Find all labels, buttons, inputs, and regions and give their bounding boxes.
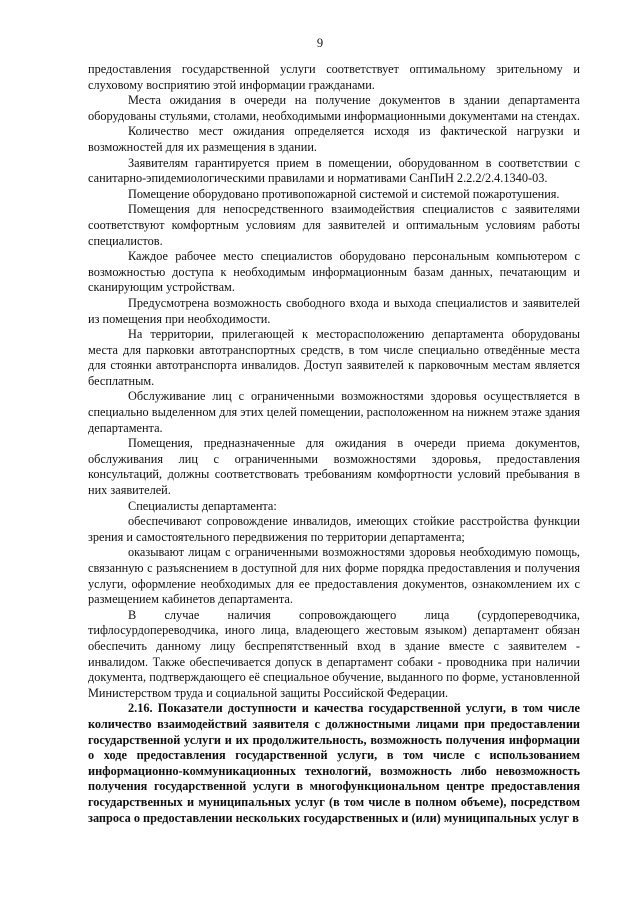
paragraph-7: Каждое рабочее место специалистов оборудовано персональным компьютером с возможностью доступа к необходимым информационным базам данных, печатающим и сканирующим устройствам. (88, 249, 580, 295)
section-2-16-heading: 2.16. Показатели доступности и качества государственной услуги, в том числе количество взаимодействий заявителя с должностными лицами при предоставлении государственной услуги и их продолжительность, возможность получения информации о ходе предоставления государственной услуги, в том числе с использованием информационно-коммуникационных технологий, возможность либо невозможность получения государственной услуги в многофункциональном центре предоставления государственных и муниципальных услуг (в том числе в полном объеме), посредством запроса о предоставлении нескольких государственных и (или) муниципальных услуг в (88, 701, 580, 825)
paragraph-5: Помещение оборудовано противопожарной системой и системой пожаротушения. (128, 186, 560, 201)
paragraph-3: Количество мест ожидания определяется исходя из фактической нагрузки и возможностей для их размещения в здании. (88, 124, 580, 154)
paragraph-1: предоставления государственной услуги соответствует оптимальному зрительному и слуховому восприятию этой информации гражданами. (88, 62, 580, 92)
paragraph-8: Предусмотрена возможность свободного входа и выхода специалистов и заявителей из помещения при необходимости. (88, 295, 580, 326)
paragraph-12: Специалисты департамента: (128, 498, 277, 513)
paragraph-10: Обслуживание лиц с ограниченными возможностями здоровья осуществляется в специально выделенном для этих целей помещении, расположенном на нижнем этаже здания департамента. (88, 389, 580, 435)
paragraph-4: Заявителям гарантируется прием в помещении, оборудованном в соответствии с санитарно-эпидемиологическими правилами и нормативами СанПиН 2.2.2/2.4.1340-03. (88, 155, 580, 186)
page-number: 9 (316, 36, 324, 50)
document-body (88, 62, 580, 826)
paragraph-2: Места ожидания в очереди на получение документов в здании департамента оборудованы стульями, столами, необходимыми информационными документами на стендах. (88, 93, 580, 123)
paragraph-15: В случае наличия сопровождающего лица (сурдопереводчика, тифлосурдопереводчика, иного лица, владеющего жестовым языком) департамент обязан обеспечить данному лицу беспрепятственный вход в здание вместе с заявителем - инвалидом. Также обеспечивается допуск в департамент собаки - проводника при наличии документа, подтверждающего её специальное обучение, выданного по форме, установленной Министерством труда и социальной защиты Российской Федерации. (88, 607, 580, 700)
paragraph-11: Помещения, предназначенные для ожидания в очереди приема документов, обслуживания лиц с ограниченными возможностями здоровья, предоставления консультаций, должны соответствовать требованиям комфортности условий пребывания в них заявителей. (88, 436, 580, 498)
paragraph-13: обеспечивают сопровождение инвалидов, имеющих стойкие расстройства функции зрения и самостоятельного передвижения по территории департамента; (88, 514, 580, 544)
paragraph-6: Помещения для непосредственного взаимодействия специалистов с заявителями соответствуют комфортным условиям для заявителей и оптимальным условиям работы специалистов. (88, 202, 580, 248)
paragraph-9: На территории, прилегающей к месторасположению департамента оборудованы места для парковки автотранспортных средств, в том числе специально отведённые места для стоянки автотранспорта инвалидов. Доступ заявителей к парковочным местам является бесплатным. (88, 327, 580, 388)
paragraph-14: оказывают лицам с ограниченными возможностями здоровья необходимую помощь, связанную с разъяснением в доступной для них форме порядка предоставления и получения услуги, оформление необходимых для ее предоставления документов, ознакомлением их с размещением кабинетов департамента. (88, 545, 580, 607)
